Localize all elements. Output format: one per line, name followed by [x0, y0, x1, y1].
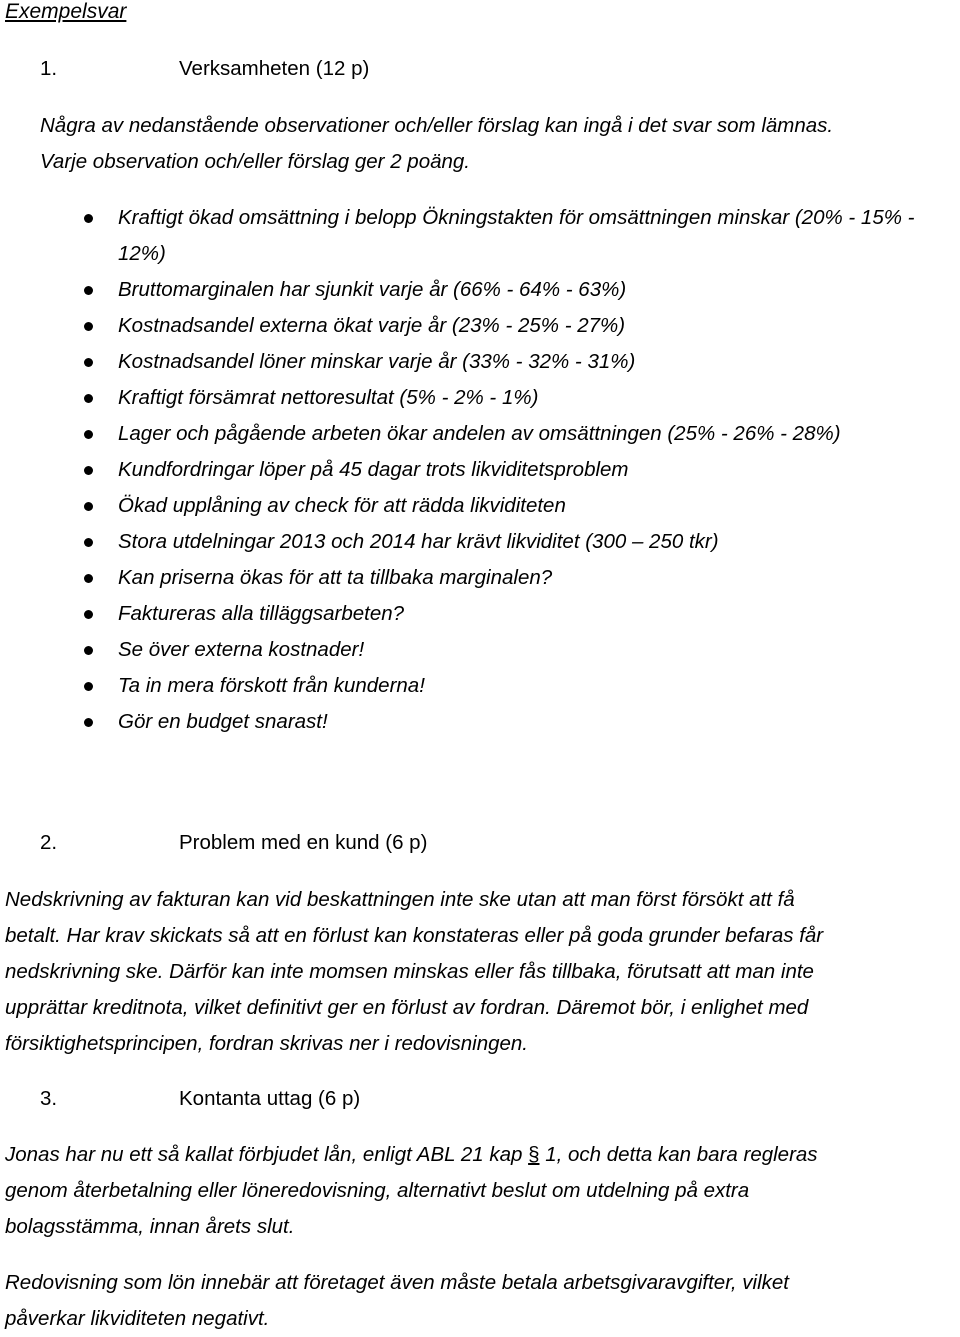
bullet-item [80, 488, 960, 524]
section-3-p2-line-1: Redovisning som lön innebär att företaget även måste betala arbetsgivaravgifter, vilket [5, 1271, 789, 1294]
bullet-item [80, 560, 960, 596]
bullet-item [80, 704, 960, 740]
bullet-text: Kostnadsandel externa ökat varje år (23% - 25% - 27%) [118, 314, 626, 337]
section-1-title: Verksamheten (12 p) [179, 57, 370, 80]
bullet-dot-icon [84, 538, 93, 547]
section-1-intro-line-1: Några av nedanstående observationer och/eller förslag kan ingå i det svar som lämnas. [40, 114, 834, 137]
bullet-item [80, 668, 960, 704]
section-3-number: 3. [40, 1087, 58, 1110]
bullet-item [80, 344, 960, 380]
section-3-title: Kontanta uttag (6 p) [179, 1087, 361, 1110]
section-1-heading [40, 51, 369, 87]
bullet-item [80, 632, 960, 668]
section-1-number: 1. [40, 57, 58, 80]
bullet-dot-icon [84, 574, 93, 583]
section-2-paragraph [5, 882, 957, 1062]
bullet-text: Ta in mera förskott från kunderna! [118, 674, 425, 697]
section-3-p1-line-1 [5, 1137, 957, 1173]
bullet-dot-icon [84, 394, 93, 403]
bullet-text: Kraftigt ökad omsättning i belopp Ökningstakten för omsättningen minskar (20% - 15% - 12%) [118, 206, 915, 265]
bullet-item [80, 416, 960, 452]
bullet-item [80, 452, 960, 488]
section-2-heading [40, 825, 427, 861]
document-title: Exempelsvar [5, 0, 127, 23]
section-3-p1-line-2: genom återbetalning eller löneredovisning, alternativt beslut om utdelning på extra [5, 1179, 750, 1202]
section-3-p1-text-b: 1, och detta kan bara regleras [539, 1143, 818, 1166]
bullet-dot-icon [84, 718, 93, 727]
section-3-paragraph-1 [5, 1137, 957, 1245]
section-3-paragraph-2 [5, 1265, 957, 1337]
bullet-text: Faktureras alla tilläggsarbeten? [118, 602, 405, 625]
section-2-line: nedskrivning ske. Därför kan inte momsen minskas eller fås tillbaka, förutsatt att man inte [5, 960, 814, 983]
bullet-text: Gör en budget snarast! [118, 710, 328, 733]
section-1-bullet-list [80, 200, 960, 740]
bullet-text: Ökad upplåning av check för att rädda likviditeten [118, 494, 566, 517]
bullet-dot-icon [84, 430, 93, 439]
section-1-intro [40, 108, 960, 180]
bullet-item [80, 200, 960, 272]
section-3-p2-line-2: påverkar likviditeten negativt. [5, 1307, 270, 1330]
section-2-line: betalt. Har krav skickats så att en förlust kan konstateras eller på goda grunder befaras får [5, 924, 824, 947]
bullet-text: Bruttomarginalen har sjunkit varje år (66% - 64% - 63%) [118, 278, 627, 301]
bullet-item [80, 524, 960, 560]
bullet-text: Lager och pågående arbeten ökar andelen av omsättningen (25% - 26% - 28%) [118, 422, 841, 445]
section-1-intro-line-2: Varje observation och/eller förslag ger 2 poäng. [40, 150, 470, 173]
bullet-text: Kan priserna ökas för att ta tillbaka marginalen? [118, 566, 553, 589]
bullet-item [80, 596, 960, 632]
bullet-text: Kundfordringar löper på 45 dagar trots likviditetsproblem [118, 458, 629, 481]
section-2-line: Nedskrivning av fakturan kan vid beskattningen inte ske utan att man först försökt att få [5, 888, 795, 911]
section-2-line: försiktighetsprincipen, fordran skrivas ner i redovisningen. [5, 1032, 529, 1055]
bullet-dot-icon [84, 646, 93, 655]
bullet-text: Kraftigt försämrat nettoresultat (5% - 2% - 1%) [118, 386, 539, 409]
bullet-dot-icon [84, 466, 93, 475]
paragraph-symbol: § [528, 1143, 540, 1166]
bullet-text: Kostnadsandel löner minskar varje år (33% - 32% - 31%) [118, 350, 636, 373]
bullet-dot-icon [84, 214, 93, 223]
bullet-dot-icon [84, 322, 93, 331]
bullet-dot-icon [84, 358, 93, 367]
bullet-item [80, 308, 960, 344]
bullet-item [80, 272, 960, 308]
section-3-p1-text-a: Jonas har nu ett så kallat förbjudet lån, enligt ABL 21 kap [5, 1143, 529, 1166]
bullet-dot-icon [84, 502, 93, 511]
section-2-title: Problem med en kund (6 p) [179, 831, 428, 854]
section-3-heading [40, 1081, 360, 1117]
section-2-number: 2. [40, 831, 58, 854]
bullet-text: Stora utdelningar 2013 och 2014 har krävt likviditet (300 – 250 tkr) [118, 530, 719, 553]
bullet-dot-icon [84, 682, 93, 691]
bullet-dot-icon [84, 286, 93, 295]
bullet-item [80, 380, 960, 416]
bullet-dot-icon [84, 610, 93, 619]
bullet-text: Se över externa kostnader! [118, 638, 365, 661]
section-2-line: upprättar kreditnota, vilket definitivt ger en förlust av fordran. Däremot bör, i enlighet med [5, 996, 809, 1019]
section-3-p1-line-3: bolagsstämma, innan årets slut. [5, 1215, 295, 1238]
